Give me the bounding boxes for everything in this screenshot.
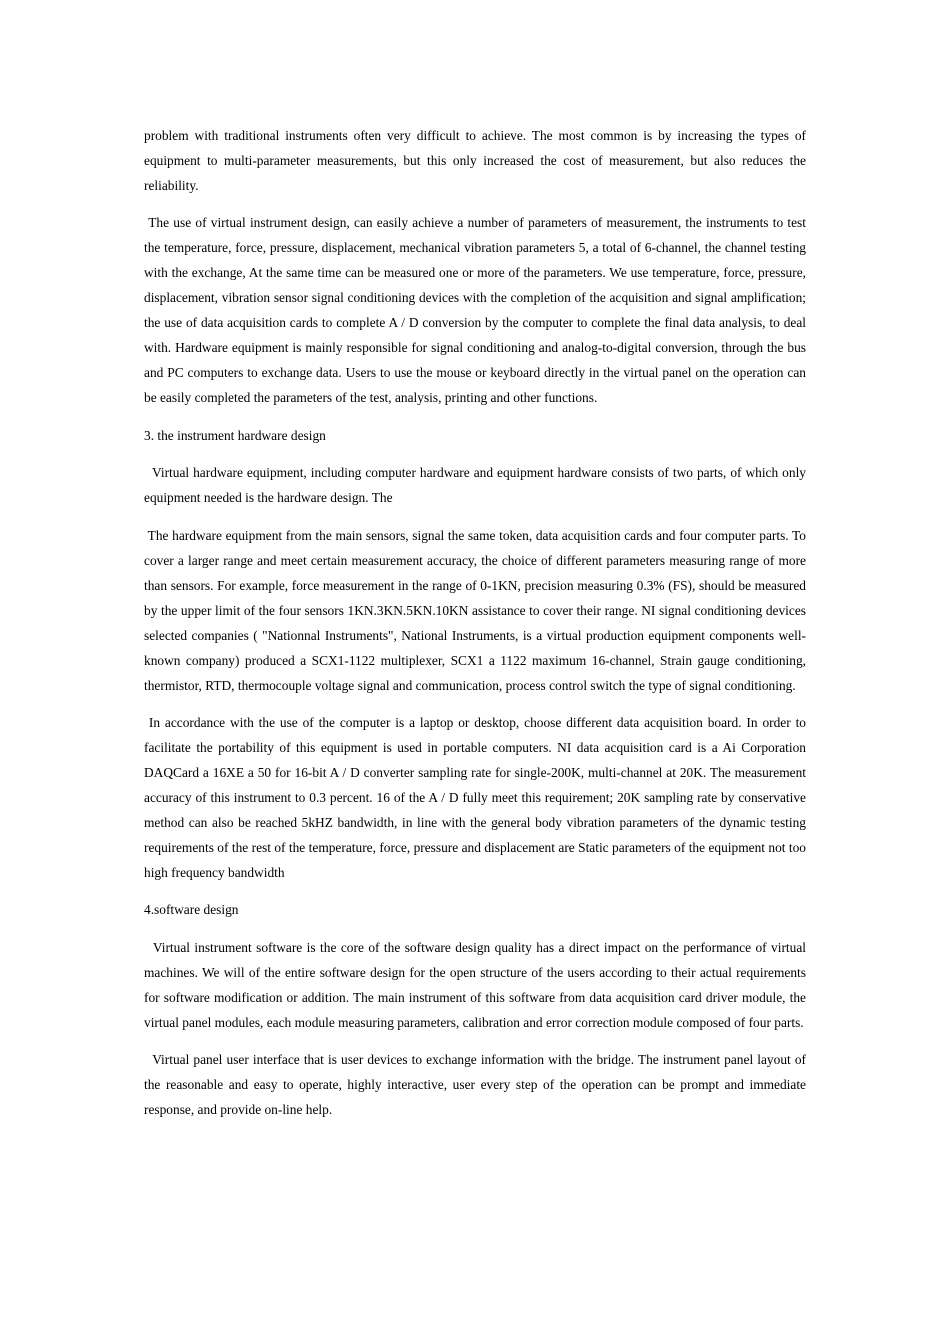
section-heading-hardware-design: 3. the instrument hardware design xyxy=(144,427,326,443)
paragraph-virtual-panel: Virtual panel user interface that is user devices to exchange information with the bridge. The instrument panel layout of the reasonable and easy to operate, highly interactive, user every step of the operation can be prompt and immediate response, and provide on-line help. xyxy=(144,1052,810,1118)
paragraph-virtual-instrument-design: The use of virtual instrument design, can easily achieve a number of parameters of measurement, the instruments to test the temperature, force, pressure, displacement, mechanical vibration parameters 5, a total of 6-channel, the channel testing with the exchange, At the same time can be measured one or more of the parameters. We use temperature, force, pressure, displacement, vibration sensor signal conditioning devices with the completion of the acquisition and signal amplification; the use of data acquisition cards to complete A / D conversion by the computer to complete the final data analysis, to deal with. Hardware equipment is mainly responsible for signal conditioning and analog-to-digital conversion, through the bus and PC computers to exchange data. Users to use the mouse or keyboard directly in the virtual panel on the operation can be easily completed the parameters of the test, analysis, printing and other functions. xyxy=(144,215,810,406)
paragraph-intro-continuation: problem with traditional instruments often very difficult to achieve. The most common is by increasing the types of equipment to multi-parameter measurements, but this only increased the cost of measurement, but also reduces the reliability. xyxy=(144,128,810,193)
document-page xyxy=(144,123,810,1135)
paragraph-hardware-components: The hardware equipment from the main sensors, signal the same token, data acquisition cards and four computer parts. To cover a larger range and meet certain measurement accuracy, the choice of different parameters measuring range of more than sensors. For example, force measurement in the range of 0-1KN, precision measuring 0.3% (FS), should be measured by the upper limit of the four sensors 1KN.3KN.5KN.10KN assistance to cover their range. NI signal conditioning devices selected companies ( "Nationnal Instruments", National Instruments, is a virtual production equipment components well-known company) produced a SCX1-1122 multiplexer, SCX1 a 1122 maximum 16-channel, Strain gauge conditioning, thermistor, RTD, thermocouple voltage signal and communication, process control switch the type of signal conditioning. xyxy=(144,527,810,693)
paragraph-software-core: Virtual instrument software is the core of the software design quality has a direct impact on the performance of virtual machines. We will of the entire software design for the open structure of the users according to their actual requirements for software modification or addition. The main instrument of this software from data acquisition card driver module, the virtual panel modules, each module measuring parameters, calibration and error correction module composed of four parts. xyxy=(144,939,810,1030)
paragraph-virtual-hardware-equipment: Virtual hardware equipment, including computer hardware and equipment hardware consists of two parts, of which only equipment needed is the hardware design. The xyxy=(144,465,810,506)
paragraph-data-acquisition-board: In accordance with the use of the computer is a laptop or desktop, choose different data acquisition board. In order to facilitate the portability of this equipment is used in portable computers. NI data acquisition card is a Ai Corporation DAQCard a 16XE a 50 for 16-bit A / D converter sampling rate for single-200K, multi-channel at 20K. The measurement accuracy of this instrument to 0.3 percent. 16 of the A / D fully meet this requirement; 20K sampling rate by conservative method can also be reached 5kHZ bandwidth, in line with the general body vibration parameters of the dynamic testing requirements of the rest of the temperature, force, pressure and displacement are Static parameters of the equipment not too high frequency bandwidth xyxy=(144,714,810,880)
section-heading-software-design: 4.software design xyxy=(144,902,239,918)
